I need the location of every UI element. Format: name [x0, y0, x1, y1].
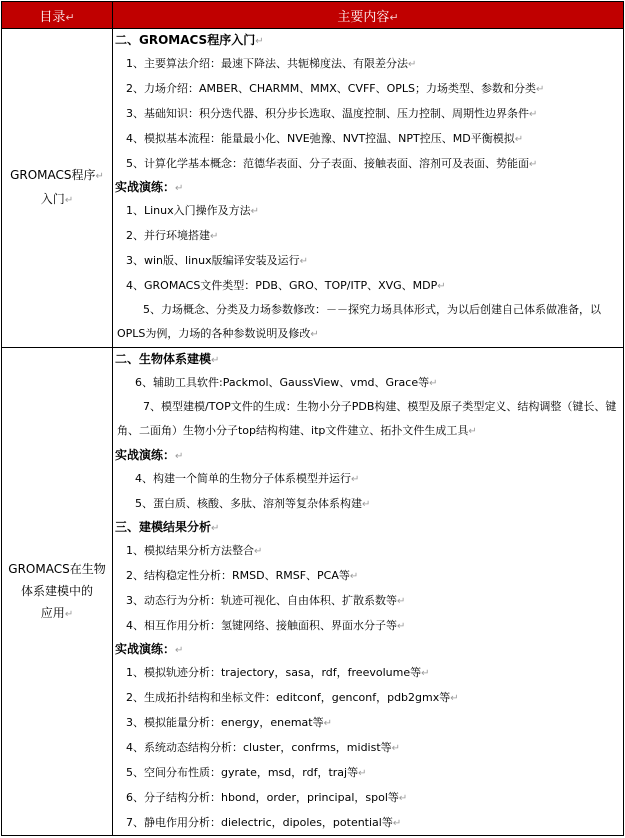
paragraph-mark: ↵	[65, 10, 75, 24]
catalog-cell-2	[2, 348, 113, 836]
catalog-line: 入门↵	[40, 192, 74, 206]
header-catalog	[2, 2, 113, 29]
list-item: 1、Linux入门操作及方法↵	[126, 204, 260, 217]
list-item: 3、动态行为分析：轨迹可视化、自由体积、扩散系数等↵	[126, 594, 406, 607]
list-item: 1、模拟轨迹分析：trajectory，sasa，rdf，freevolume等↵	[126, 666, 430, 679]
list-item: 7、模型建模/TOP文件的生成：生物小分子PDB构建、模型及原子类型定义、结构调整（键长、键角、二面角）生物小分子top结构构建、itp文件建立、拓扑文件生成工具↵	[117, 400, 617, 437]
list-item: 5、蛋白质、核酸、多肽、溶剂等复杂体系构建↵	[135, 497, 371, 510]
paragraph-mark: ↵	[389, 10, 399, 24]
course-table	[1, 1, 624, 836]
list-item: 2、并行环境搭建↵	[126, 229, 219, 242]
list-item: 2、力场介绍：AMBER、CHARMM、MMX、CVFF、OPLS；力场类型、参数和分类↵	[126, 82, 545, 95]
section-heading: 二、GROMACS程序入门↵	[115, 33, 264, 47]
content-cell-2	[113, 348, 624, 836]
list-item: 1、主要算法介绍：最速下降法、共轭梯度法、有限差分法↵	[126, 57, 417, 70]
catalog-line: 体系建模中的	[20, 583, 93, 598]
header-content	[113, 2, 624, 29]
header-catalog-label: 目录	[39, 9, 66, 25]
catalog-cell-1	[2, 29, 113, 348]
header-content-label: 主要内容	[337, 9, 390, 25]
section-heading: 二、生物体系建模↵	[115, 352, 220, 366]
practice-heading: 实战演练：↵	[115, 448, 184, 462]
list-item: 4、模拟基本流程：能量最小化、NVE弛豫、NVT控温、NPT控压、MD平衡模拟↵	[126, 132, 524, 145]
practice-heading: 实战演练：↵	[115, 642, 184, 656]
content-cell-1	[113, 29, 624, 348]
catalog-line: 应用↵	[40, 605, 74, 620]
list-item: 6、辅助工具软件:Packmol、GaussView、vmd、Grace等↵	[135, 376, 438, 389]
table-header-row	[2, 2, 624, 29]
list-item: 4、构建一个简单的生物分子体系模型并运行↵	[135, 472, 360, 485]
catalog-line: GROMACS在生物	[8, 561, 106, 576]
list-item: 5、计算化学基本概念：范德华表面、分子表面、接触表面、溶剂可及表面、势能面↵	[126, 157, 538, 170]
list-item: 3、win版、linux版编译安装及运行↵	[126, 254, 308, 267]
practice-heading: 实战演练：↵	[115, 180, 184, 194]
list-item: 5、空间分布性质：gyrate，msd，rdf，traj等↵	[126, 766, 367, 779]
list-item: 2、生成拓扑结构和坐标文件：editconf，genconf，pdb2gmx等↵	[126, 691, 459, 704]
catalog-line: GROMACS程序↵	[10, 168, 104, 182]
table-row	[2, 348, 624, 836]
list-item: 7、静电作用分析：dielectric，dipoles，potential等↵	[126, 816, 402, 829]
section-heading: 三、建模结果分析↵	[115, 520, 220, 534]
list-item: 2、结构稳定性分析：RMSD、RMSF、PCA等↵	[126, 569, 359, 582]
list-item: 5、力场概念、分类及力场参数修改：－－探究力场具体形式，为以后创建自己体系做准备，以OPLS为例，力场的各种参数说明及修改↵	[117, 303, 601, 340]
list-item: 3、模拟能量分析：energy，enemat等↵	[126, 716, 332, 729]
list-item: 1、模拟结果分析方法整合↵	[126, 544, 263, 557]
list-item: 3、基础知识：积分迭代器、积分步长选取、温度控制、压力控制、周期性边界条件↵	[126, 107, 538, 120]
list-item: 4、GROMACS文件类型：PDB、GRO、TOP/ITP、XVG、MDP↵	[126, 279, 446, 292]
list-item: 6、分子结构分析：hbond，order，principal，spol等↵	[126, 791, 408, 804]
list-item: 4、相互作用分析：氢键网络、接触面积、界面水分子等↵	[126, 619, 406, 632]
list-item: 4、系统动态结构分析：cluster，confrms，midist等↵	[126, 741, 401, 754]
table-row	[2, 29, 624, 348]
